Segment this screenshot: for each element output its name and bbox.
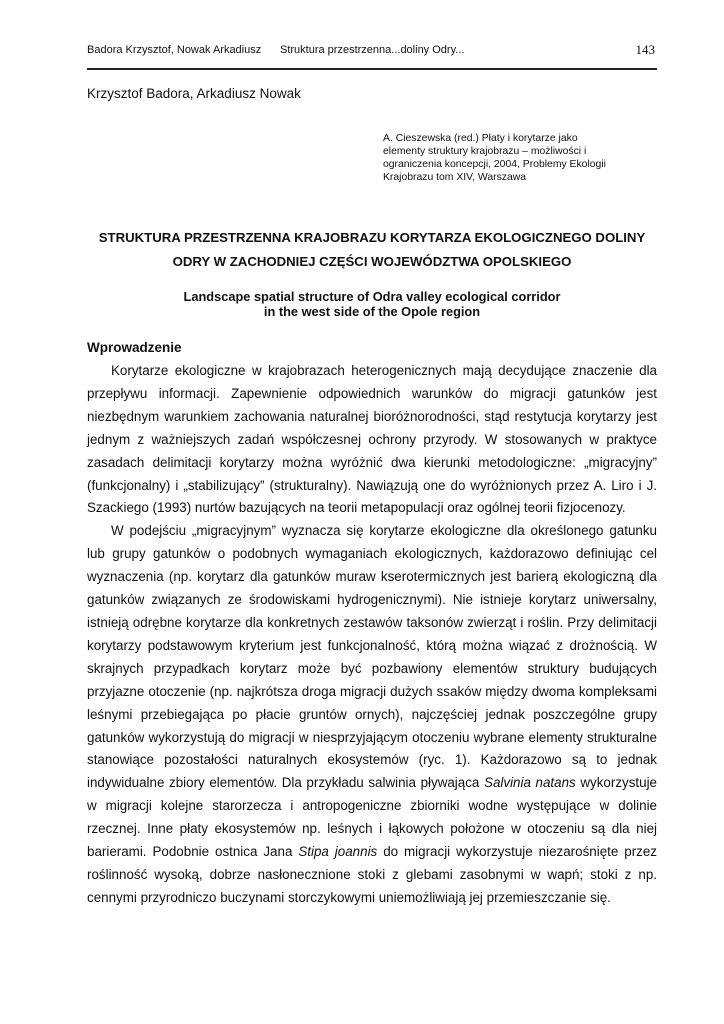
title-line: STRUKTURA PRZESTRZENNA KRAJOBRAZU KORYTARZA EKOLOGICZNEGO DOLINY <box>98 230 646 245</box>
body-text-run: barierami. Podobnie ostnica Jana <box>87 844 299 860</box>
body-line: istnieją odrębne korytarze dla konkretnych zestawów taksonów zwierząt i roślin. Przy delimitacji <box>87 614 657 630</box>
body-line: przepływu informacji. Zapewnienie odpowiednich warunków do migracji gatunków jest <box>87 385 657 401</box>
running-header <box>87 43 657 59</box>
body-text-run: do migracji wykorzystuje niezarośnięte przez <box>377 844 657 860</box>
body-line: jednym z ważniejszych zadań współczesnej ochrony przyrody. W stosowanych w praktyce <box>87 431 657 447</box>
species-name-italic: Stipa joannis <box>298 844 378 860</box>
page-number: 143 <box>635 42 655 57</box>
body-line: roślinność wysoką, dobrze nasłonecznione stoki z glebami zasobnymi w wapń; stoki z np. <box>87 866 657 882</box>
citation-line: A. Cieszewska (red.) Płaty i korytarze jako <box>383 133 578 144</box>
section-heading: Wprowadzenie <box>87 340 182 355</box>
body-line: (funkcjonalny) i „stabilizujący” (strukturalny). Nawiązują one do wyróżnionych przez A. Liro i J. <box>87 477 657 493</box>
body-line: cennymi przyrodniczo buczynami storczykowymi uniemożliwiają jej przemieszczanie się. <box>87 889 611 905</box>
body-line: gatunków wykorzystują do migracji w niesprzyjającym otoczeniu wybrane elementy strukturalne <box>87 729 657 745</box>
body-line: skrajnych przypadkach korytarz może być pozbawiony elementów struktury budujących <box>87 660 657 676</box>
body-line: korytarzy podstawowym kryterium jest funkcjonalność, którą można wiązać z drożnością. W <box>87 637 657 653</box>
body-line: w migracji kolejne starorzecza i antropogeniczne zbiorniki wodne występujące w dolinie <box>87 798 657 814</box>
citation-line: ograniczenia koncepcji, 2004, Problemy Ekologii <box>383 159 606 170</box>
body-line: przyjazne otoczenie (np. najkrótsza droga migracji dużych ssaków między dwoma kompleksami <box>87 683 657 699</box>
body-line: lub grupy gatunków o podobnych wymaganiach ekologicznych, każdorazowo definiując cel <box>87 546 657 562</box>
article-authors: Krzysztof Badora, Arkadiusz Nowak <box>87 86 301 101</box>
body-line: leśnymi przebiegająca po płacie gruntów ornych), najczęściej jednak poszczególne grupy <box>87 706 657 722</box>
body-text-run: wykorzystuje <box>575 775 657 791</box>
species-name-italic: Salvinia natans <box>484 775 576 791</box>
body-line: wyznaczenia (np. korytarz dla gatunków muraw kserotermicznych jest barierą ekologiczną dla <box>87 569 657 585</box>
title-line: in the west side of the Opole region <box>263 304 481 319</box>
running-header-title: Struktura przestrzenna...doliny Odry... <box>280 44 465 56</box>
body-line: gatunków związanych ze środowiskami hydrogenicznymi). Nie istnieje korytarz uniwersalny, <box>87 592 657 608</box>
body-line <box>87 841 657 864</box>
running-header-authors: Badora Krzysztof, Nowak Arkadiusz <box>87 44 262 56</box>
body-line: zasadach delimitacji korytarzy można wyróżnić dwa kierunki metodologiczne: „migracyjny” <box>87 454 657 470</box>
article-title-polish <box>70 226 674 274</box>
body-text <box>87 360 657 910</box>
body-line: Szackiego (1993) nurtów bazujących na teorii metapopulacji oraz ogólnej teorii fizjocenozy. <box>87 500 626 516</box>
citation-block <box>383 132 643 184</box>
header-rule <box>87 68 657 70</box>
article-title-english <box>87 289 657 319</box>
citation-line: Krajobrazu tom XIV, Warszawa <box>383 172 527 183</box>
body-line: Korytarze ekologiczne w krajobrazach heterogenicznych mają decydujące znaczenie dla <box>111 363 657 378</box>
body-line: W podejściu „migracyjnym” wyznacza się korytarze ekologiczne dla określonego gatunku <box>111 523 657 539</box>
title-line: Landscape spatial structure of Odra valley ecological corridor <box>183 289 561 304</box>
body-line: niezbędnym warunkiem zachowania naturalnej bioróżnorodności, stąd restytucja korytarzy jest <box>87 408 657 424</box>
citation-line: elementy struktury krajobrazu – możliwości i <box>383 146 587 157</box>
body-text-run: indywidualne zbiory elementów. Dla przykładu salwinia pływająca <box>87 775 480 791</box>
body-line: rzecznej. Inne płaty ekosystemów np. leśnych i łąkowych położone w otoczeniu są dla niej <box>87 821 657 837</box>
body-line: stanowiące pozostałości naturalnych ekosystemów (ryc. 1). Każdorazowo są to jednak <box>87 752 657 768</box>
title-line: ODRY W ZACHODNIEJ CZĘŚCI WOJEWÓDZTWA OPOLSKIEGO <box>172 254 572 269</box>
body-line <box>87 772 657 795</box>
